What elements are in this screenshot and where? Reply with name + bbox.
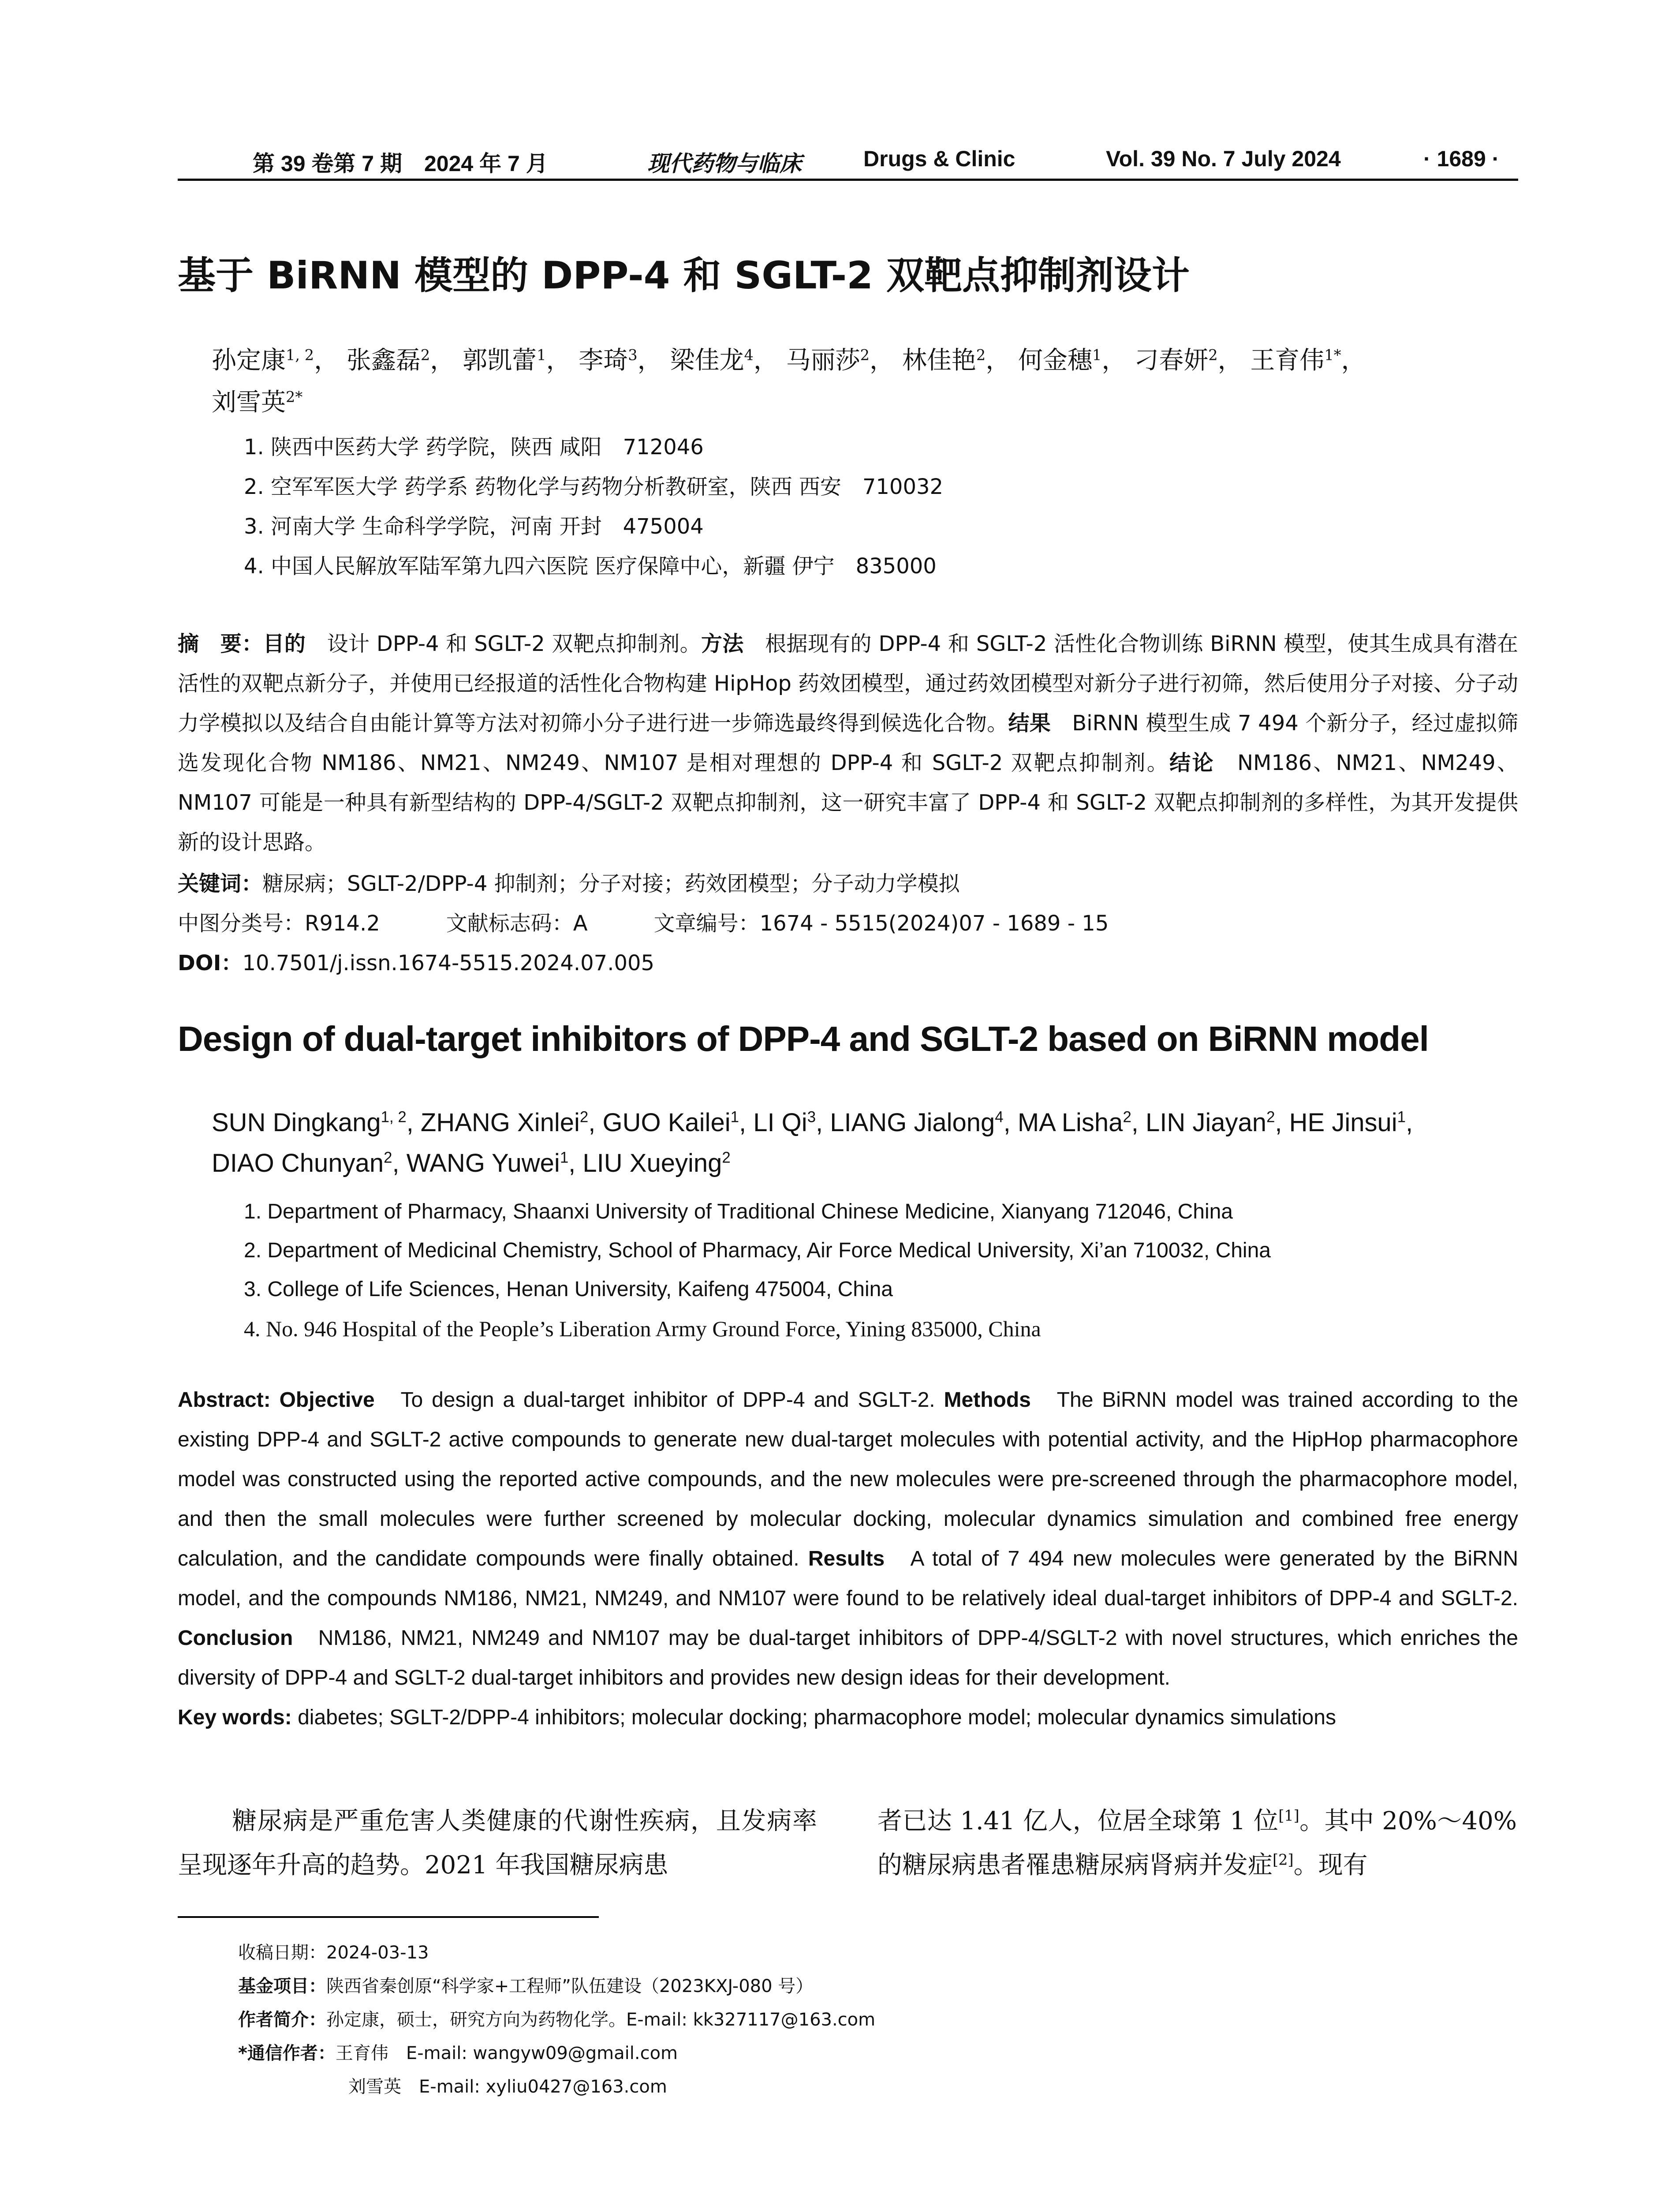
header-journal-cn: 现代药物与临床 bbox=[647, 150, 802, 176]
authors-en: SUN Dingkang$^{1, 2}$, ZHANG Xinlei$^2$, GUO Kailei$^1$, LI Qi$^3$, LIANG Jialong$^4$, MA Lisha$^2$, LIN Jiayan$^2$, HE Jinsui$^1$, DIAO Chunyan$^2$, WANG Yuwei$^1$, LIU Xueying$^2$ bbox=[212, 1108, 1413, 1177]
author-cn: 梁佳龙$^4$ bbox=[670, 346, 754, 375]
author-en: GUO Kailei$^1$ bbox=[602, 1108, 739, 1137]
affiliation-en-4: 4. No. 946 Hospital of the People’s Liberation Army Ground Force, Yining 835000, China bbox=[244, 1316, 1041, 1341]
author-en: LIN Jiayan$^2$ bbox=[1146, 1108, 1275, 1137]
footnote-rule bbox=[178, 1916, 599, 1918]
header-page-number: · 1689 · bbox=[1423, 146, 1500, 171]
title-en: Design of dual-target inhibitors of DPP-4 and SGLT-2 based on BiRNN model bbox=[178, 1019, 1429, 1058]
author-en: ZHANG Xinlei$^2$ bbox=[420, 1108, 589, 1137]
author-en: LIU Xueying$^2$ bbox=[582, 1149, 731, 1177]
classification-line bbox=[178, 906, 1175, 937]
methods-label-en: Methods bbox=[944, 1388, 1031, 1412]
authors-cn: 孙定康$^{1, 2}$， 张鑫磊$^2$， 郭凯蕾$^1$， 李琦$^3$， 梁佳龙$^4$， 马丽莎$^2$， 林佳艳$^2$， 何金穗$^1$， 刁春妍$^2$， 王育伟$^{1*}$， 刘雪英$^{2*}$ bbox=[212, 346, 1366, 417]
author-en: WANG Yuwei$^1$ bbox=[406, 1149, 569, 1177]
author-cn: 刁春妍$^2$ bbox=[1134, 346, 1218, 375]
author-en: MA Lisha$^2$ bbox=[1017, 1108, 1131, 1137]
author-cn: 马丽莎$^2$ bbox=[786, 346, 870, 375]
objective-label-cn: 目的 bbox=[263, 632, 306, 656]
author-bio: 作者简介：孙定康，硕士，研究方向为药物化学。E-mail: kk327117@163.com bbox=[238, 2010, 876, 2030]
author-cn: 张鑫磊$^2$ bbox=[346, 346, 430, 375]
doi-value: 10.7501/j.issn.1674-5515.2024.07.005 bbox=[242, 951, 655, 975]
author-cn: 李琦$^3$ bbox=[579, 346, 638, 375]
author-en: HE Jinsui$^1$ bbox=[1289, 1108, 1406, 1137]
header-journal-en: Drugs & Clinic bbox=[863, 146, 1015, 171]
author-cn: 林佳艳$^2$ bbox=[902, 346, 986, 375]
results-label-en: Results bbox=[808, 1547, 885, 1570]
author-cn: 孙定康$^{1, 2}$ bbox=[212, 346, 314, 375]
header-issue-cn: 第 39 卷第 7 期 2024 年 7 月 bbox=[253, 151, 548, 176]
conclusion-label-cn: 结论 bbox=[1169, 751, 1215, 775]
affiliation-cn-4: 4. 中国人民解放军陆军第九四六医院 医疗保障中心，新疆 伊宁 835000 bbox=[244, 554, 937, 579]
affiliation-cn-2: 2. 空军军医大学 药学系 药物化学与药物分析教研室，陕西 西安 710032 bbox=[244, 475, 944, 499]
author-en: LI Qi$^3$ bbox=[753, 1108, 816, 1137]
footnotes bbox=[238, 1936, 875, 2104]
methods-label-cn: 方法 bbox=[701, 632, 744, 656]
body-column-left: 糖尿病是严重危害人类健康的代谢性疾病，且发病率呈现逐年升高的趋势。2021 年我国糖尿病患 bbox=[178, 1807, 817, 1880]
abstract-cn-label: 摘 要： bbox=[178, 632, 263, 656]
abstract-en: Abstract: Objective To design a dual-target inhibitor of DPP-4 and SGLT-2. Methods The BiRNN model was trained according to the existing DPP-4 and SGLT-2 active compounds to generate new dual-target molecules with potential activity, and the HipHop pharmacophore model was constructed using the reported active compounds, and the new molecules were pre-screened through the pharmacophore model, and then the small molecules were further screened by molecular docking, molecular dynamics simulation and combined free energy calculation, and the candidate compounds were finally obtained. Results A total of 7 494 new molecules were generated by the BiRNN model, and the compounds NM186, NM21, NM249, and NM107 were found to be relatively ideal dual-target inhibitors of DPP-4 and SGLT-2. Conclusion NM186, NM21, NM249 and NM107 may be dual-target inhibitors of DPP-4/SGLT-2 with novel structures, which enriches the diversity of DPP-4 and SGLT-2 dual-target inhibitors and provides new design ideas for their development. Key words: diabetes; SGLT-2/DPP-4 inhibitors; molecular docking; pharmacophore model; molecular dynamics simulations bbox=[178, 1380, 1518, 1738]
corresponding-author-2: 刘雪英 E-mail: xyliu0427@163.com bbox=[348, 2077, 667, 2097]
doi-line: DOI：10.7501/j.issn.1674-5515.2024.07.005 bbox=[178, 951, 655, 975]
affiliation-cn-3: 3. 河南大学 生命科学学院，河南 开封 475004 bbox=[244, 514, 704, 539]
article-number: 文章编号：1674 - 5515(2024)07 - 1689 - 15 bbox=[653, 911, 1109, 936]
abstract-en-label: Abstract: bbox=[178, 1388, 271, 1412]
results-label-cn: 结果 bbox=[1008, 711, 1051, 736]
conclusion-label-en: Conclusion bbox=[178, 1626, 293, 1650]
citation-ref-1: [1] bbox=[1278, 1807, 1299, 1824]
header-issue-en: Vol. 39 No. 7 July 2024 bbox=[1106, 146, 1341, 171]
author-en: SUN Dingkang$^{1, 2}$ bbox=[212, 1108, 407, 1137]
author-en: DIAO Chunyan$^2$ bbox=[212, 1149, 392, 1177]
affiliation-en-1: 1. Department of Pharmacy, Shaanxi University of Traditional Chinese Medicine, Xianyang 712046, China bbox=[244, 1200, 1233, 1223]
received-date: 收稿日期：2024-03-13 bbox=[238, 1943, 429, 1963]
body-column-right: 者已达 1.41 亿人，位居全球第 1 位[1]。其中 20%～40%的糖尿病患者罹患糖尿病肾病并发症[2]。现有 bbox=[877, 1807, 1517, 1880]
keywords-cn: 关键词：糖尿病；SGLT-2/DPP-4 抑制剂；分子对接；药效团模型；分子动力学模拟 bbox=[178, 871, 960, 896]
citation-ref-2: [2] bbox=[1273, 1851, 1294, 1869]
running-header bbox=[178, 143, 1518, 181]
fund-item: 基金项目：陕西省秦创原“科学家+工程师”队伍建设（2023KXJ-080 号） bbox=[238, 1976, 814, 1996]
author-en: LIANG Jialong$^4$ bbox=[830, 1108, 1004, 1137]
author-cn: 郭凯蕾$^1$ bbox=[463, 346, 546, 375]
abstract-cn: 摘 要：目的 设计 DPP-4 和 SGLT-2 双靶点抑制剂。方法 根据现有的 DPP-4 和 SGLT-2 活性化合物训练 BiRNN 模型，使其生成具有潜在活性的双靶点新分子，并使用已经报道的活性化合物构建 HipHop 药效团模型，通过药效团模型对新分子进行初筛，然后使用分子对接、分子动力学模拟以及结合自由能计算等方法对初筛小分子进行进一步筛选最终得到候选化合物。结果 BiRNN 模型生成 7 494 个新分子，经过虚拟筛选发现化合物 NM186、NM21、NM249、NM107 是相对理想的 DPP-4 和 SGLT-2 双靶点抑制剂。结论 NM186、NM21、NM249、NM107 可能是一种具有新型结构的 DPP-4/SGLT-2 双靶点抑制剂，这一研究丰富了 DPP-4 和 SGLT-2 双靶点抑制剂的多样性，为其开发提供新的设计思路。 bbox=[178, 632, 1518, 855]
affiliation-en-3: 3. College of Life Sciences, Henan University, Kaifeng 475004, China bbox=[244, 1278, 893, 1301]
keywords-en: Key words: diabetes; SGLT-2/DPP-4 inhibitors; molecular docking; pharmacophore model; molecular dynamics simulations bbox=[178, 1706, 1336, 1729]
corresponding-author-1: *通信作者：王育伟 E-mail: wangyw09@gmail.com bbox=[238, 2043, 678, 2063]
objective-label-en: Objective bbox=[279, 1388, 375, 1412]
author-cn: 王育伟$^{1*}$ bbox=[1250, 346, 1341, 375]
author-cn: 刘雪英$^{2*}$ bbox=[212, 388, 303, 417]
document-code: 文献标志码：A bbox=[446, 911, 588, 936]
author-cn: 何金穗$^1$ bbox=[1018, 346, 1102, 375]
affiliation-en-2: 2. Department of Medicinal Chemistry, School of Pharmacy, Air Force Medical University, Xi’an 710032, China bbox=[244, 1239, 1271, 1262]
affiliation-cn-1: 1. 陕西中医药大学 药学院，陕西 咸阳 712046 bbox=[244, 435, 704, 460]
clc-number: 中图分类号：R914.2 bbox=[178, 911, 380, 936]
title-cn: 基于 BiRNN 模型的 DPP-4 和 SGLT-2 双靶点抑制剂设计 bbox=[178, 254, 1190, 298]
